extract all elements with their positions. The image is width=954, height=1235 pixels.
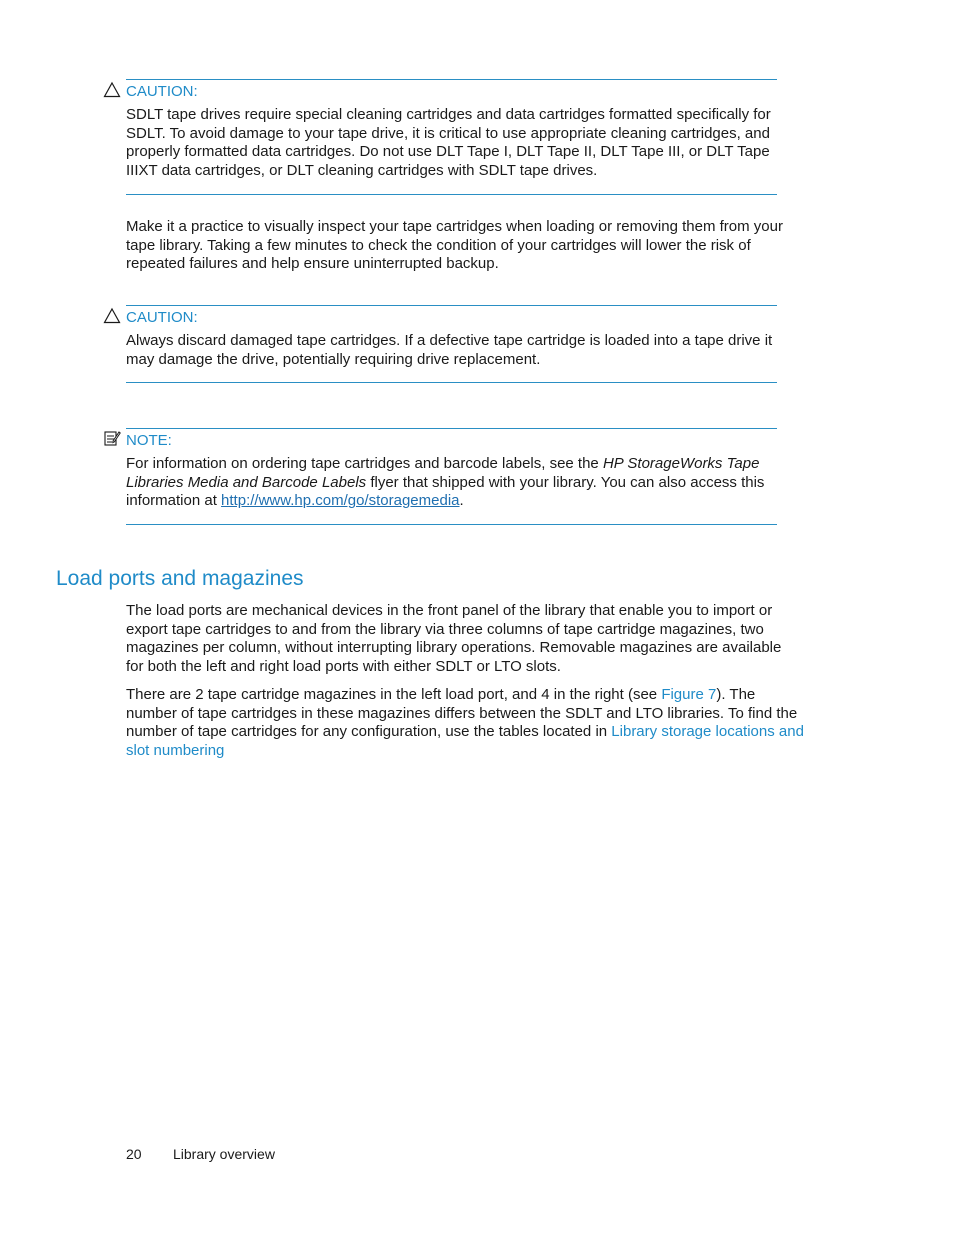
load-ports-paragraph: The load ports are mechanical devices in the front panel of the library that enable you to import or export tape cartridges to and from the library via three columns of tape cartridge magazines, two magazines per column, without interrupting library operations. Removable magazines are available for both the left and right load ports with either SDLT or LTO slots. [126, 602, 782, 676]
note-label: NOTE: [126, 432, 172, 449]
inspect-paragraph: Make it a practice to visually inspect your tape cartridges when loading or removing them from your tape library. Taking a few minutes to check the condition of your cartridges will lower the risk of repeated failures and help ensure uninterrupted backup. [126, 218, 783, 273]
figure-7-link[interactable]: Figure 7 [661, 686, 717, 703]
caution-box-damaged [126, 305, 777, 383]
caution-text: Always discard damaged tape cartridges. If a defective tape cartridge is loaded into a tape drive it may damage the drive, potentially requiring drive replacement. [126, 332, 773, 368]
caution-label: CAUTION: [126, 309, 198, 326]
note-box [126, 428, 777, 525]
section-heading: Load ports and magazines [56, 567, 304, 590]
note-pad-icon [103, 429, 121, 447]
storagemedia-link[interactable]: http://www.hp.com/go/storagemedia [221, 492, 460, 510]
magazines-paragraph: There are 2 tape cartridge magazines in the left load port, and 4 in the right (see Figure 7). The number of tape cartridges in these magazines differs between the SDLT and LTO libraries. To find the number of tape cartridges for any configuration, use the tables located in Library storage locations and slot numbering [126, 686, 804, 760]
caution-triangle-icon [103, 307, 121, 325]
caution-text: SDLT tape drives require special cleaning cartridges and data cartridges formatted specifically for SDLT. To avoid damage to your tape drive, it is critical to use appropriate cleaning cartridges, and properly formatted data cartridges. Do not use DLT Tape I, DLT Tape II, DLT Tape III, or DLT Tape IIIXT data cartridges, or DLT cleaning cartridges with SDLT tape drives. [126, 106, 771, 180]
library-storage-locations-link[interactable]: Library storage locations and slot numbering [126, 723, 804, 760]
caution-triangle-icon [103, 81, 121, 99]
caution-box-sdlt [126, 79, 777, 195]
caution-label: CAUTION: [126, 83, 198, 100]
page-number: 20 [126, 1146, 142, 1162]
media-flyer-title: HP StorageWorks Tape Libraries Media and Barcode Labels [126, 455, 760, 491]
note-text: For information on ordering tape cartridges and barcode labels, see the HP StorageWorks Tape Libraries Media and Barcode Labels flyer that shipped with your library. You can also access this information at http://www.hp.com/go/storagemedia. [126, 455, 765, 510]
chapter-title: Library overview [173, 1146, 275, 1162]
page-footer [126, 1145, 275, 1163]
